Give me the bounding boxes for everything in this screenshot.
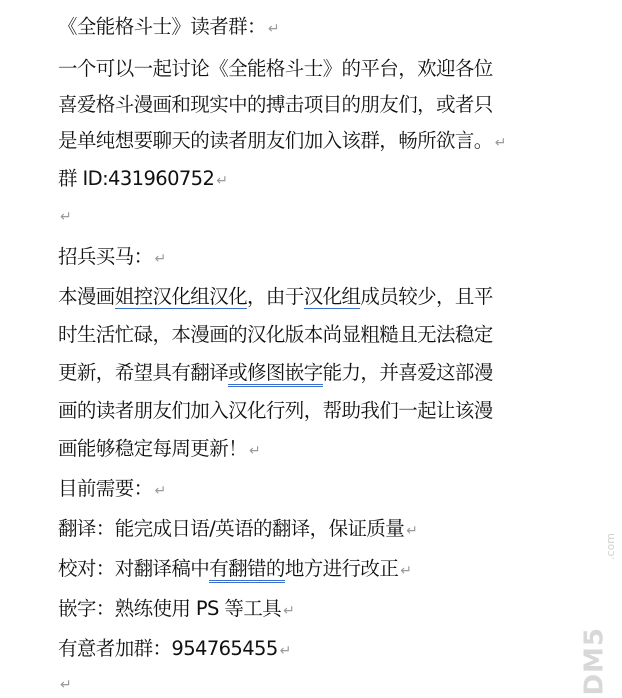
text-line: 画能够稳定每周更新！ ↵ [58, 437, 261, 460]
join-group-line: 有意者加群：954765455 ↵ [58, 637, 292, 660]
empty-line [58, 202, 598, 230]
group-heading: 《全能格斗士》读者群： ↵ [58, 15, 280, 38]
paragraph-mark-icon: ↵ [283, 603, 295, 619]
paragraph-mark-icon: ↵ [154, 251, 167, 267]
error-underlined: 有翻错的 [209, 557, 285, 583]
role-translate: 翻译：能完成日语/英语的翻译，保证质量 ↵ [58, 517, 418, 540]
text-line: 本漫画姐控汉化组汉化，由于汉化组成员较少，且平 [58, 285, 493, 308]
paragraph-mark-icon: ↵ [267, 21, 280, 37]
empty-line [58, 670, 598, 698]
paragraph-mark-icon: ↵ [60, 209, 72, 225]
paragraph-mark-icon: ↵ [494, 135, 507, 151]
text-line: 一个可以一起讨论《全能格斗士》的平台，欢迎各位 [58, 57, 493, 80]
needs-heading: 目前需要： ↵ [58, 477, 167, 500]
text-line: 画的读者朋友们加入汉化行列，帮助我们一起让该漫 [58, 399, 493, 422]
watermark-suffix: .com [604, 533, 617, 560]
paragraph-mark-icon: ↵ [154, 483, 167, 499]
paragraph-mark-icon: ↵ [60, 677, 72, 693]
group-term-underlined: 汉化组 [303, 285, 361, 308]
role-typeset: 嵌字：熟练使用 PS 等工具 ↵ [58, 597, 295, 620]
paragraph-mark-icon: ↵ [279, 643, 292, 659]
document-body [58, 14, 598, 698]
paragraph-mark-icon: ↵ [406, 523, 418, 539]
group-id-line: 群 ID:431960752 ↵ [58, 167, 229, 190]
watermark-logo: DM5 [580, 627, 610, 696]
text-line: 喜爱格斗漫画和现实中的搏击项目的朋友们，或者只 [58, 93, 493, 116]
role-proofread: 校对：对翻译稿中有翻错的地方进行改正 ↵ [58, 556, 598, 584]
recruit-heading: 招兵买马： ↵ [58, 245, 167, 268]
paragraph-mark-icon: ↵ [216, 173, 229, 189]
skill-underlined: 或修图嵌字 [228, 361, 323, 387]
text-line: 是单纯想要聊天的读者朋友们加入该群，畅所欲言。 ↵ [58, 129, 507, 152]
text-line: 更新，希望具有翻译或修图嵌字能力，并喜爱这部漫 [58, 360, 598, 386]
group-name-underlined: 姐控汉化组汉化 [114, 285, 248, 308]
dm5-watermark [574, 533, 617, 696]
text-line: 时生活忙碌，本漫画的汉化版本尚显粗糙且无法稳定 [58, 323, 493, 346]
paragraph-mark-icon: ↵ [249, 443, 261, 459]
paragraph-mark-icon: ↵ [400, 563, 412, 579]
